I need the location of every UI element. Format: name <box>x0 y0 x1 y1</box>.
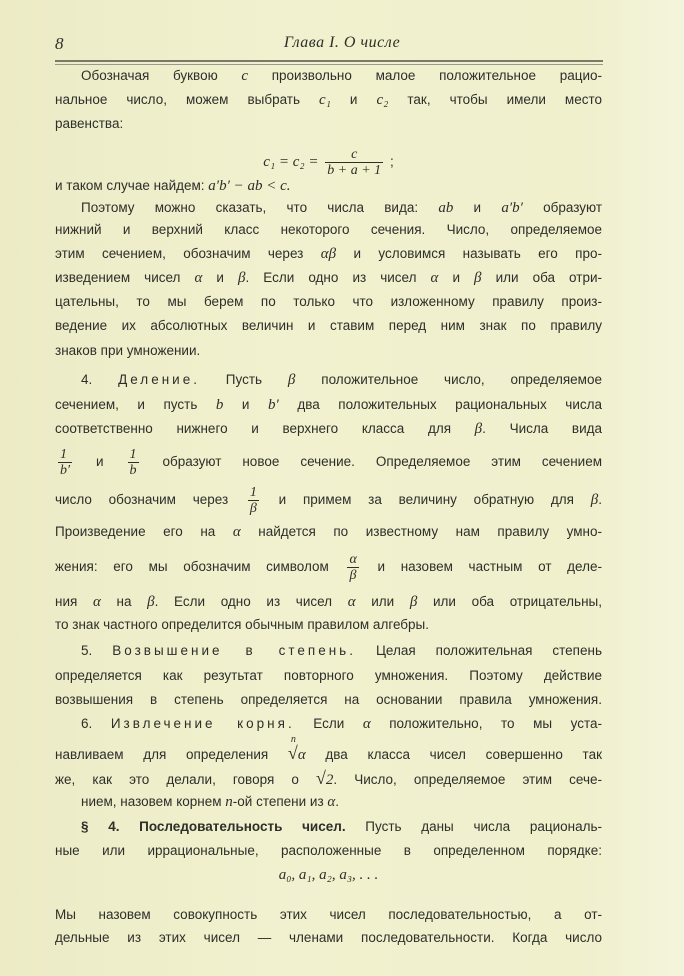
text-line <box>55 715 602 733</box>
text-run: на <box>100 594 148 609</box>
text-run: 5. <box>81 643 113 658</box>
text-run: так, чтобы имели место <box>388 92 603 107</box>
math-symbol: b <box>215 397 224 413</box>
math-symbol: α <box>194 270 203 286</box>
text-run: найдется по известному нам правилу умно- <box>240 524 602 539</box>
text-run: Поэтому можно сказать, что числа вида: <box>81 200 439 215</box>
header-rule <box>55 60 603 62</box>
text-line <box>55 906 602 924</box>
text-run: и условимся называть его про- <box>336 246 603 261</box>
math-symbol: α <box>362 716 371 732</box>
running-header: Глава I. О числе <box>283 34 401 51</box>
text-run: Пусть даны числа рациональ- <box>345 819 603 834</box>
text-line <box>55 147 602 178</box>
text-run: или <box>355 594 410 609</box>
math-symbol: β <box>238 270 246 286</box>
math-symbol: a′b′ <box>501 200 523 216</box>
text-run: два класса чисел совершенно так <box>305 747 602 762</box>
text-run: нальное число, можем выбрать <box>55 92 320 107</box>
radicand: α <box>297 747 306 763</box>
text-run: 6. <box>81 716 111 731</box>
math-symbol: a₀, a₁, a₂, a₃, . . . <box>278 867 379 883</box>
text-run: дельные из этих чисел — членами последовательности. Когда число <box>55 930 602 945</box>
text-line <box>55 616 602 634</box>
text-run: Обозначая буквою <box>81 68 242 83</box>
math-symbol: β <box>474 270 482 286</box>
math-symbol: α <box>92 594 101 610</box>
math-symbol: b′ <box>268 397 279 413</box>
denominator: b′ <box>60 463 71 478</box>
text-line <box>55 199 602 217</box>
text-run: Целая положительная степень <box>355 643 602 658</box>
text-line <box>55 842 602 860</box>
text-run: ные или иррациональные, расположенные в определенном порядке: <box>55 843 602 858</box>
text-line <box>55 642 602 660</box>
text-run: . Если одно из чисел <box>245 270 431 285</box>
fraction <box>248 485 259 516</box>
text-line <box>55 667 602 685</box>
text-line <box>55 447 602 478</box>
text-run: то знак частного определится обычным правилом алгебры. <box>55 617 429 632</box>
text-run: ; <box>386 154 394 170</box>
text-run: и <box>75 454 125 470</box>
text-line <box>55 818 602 836</box>
text-run: Мы назовем совокупность этих чисел последовательностью, а от- <box>55 907 602 922</box>
text-run: и примем за величину обратную для <box>261 492 591 508</box>
text-line <box>55 552 602 583</box>
text-run: два положительных рациональных числа <box>278 397 603 412</box>
denominator: b + a + 1 <box>327 163 382 178</box>
text-run: и таком случае найдем: <box>55 178 209 193</box>
math-symbol: β <box>287 372 296 388</box>
text-run: . Число, определяемое этим сече- <box>333 772 602 787</box>
denominator: b <box>129 463 137 478</box>
text-line <box>55 793 602 811</box>
math-symbol: ab <box>438 200 454 216</box>
math-symbol: β <box>147 594 155 610</box>
text-run: положительное число, определяемое <box>295 372 602 387</box>
denominator: β <box>347 567 358 583</box>
text-line <box>55 734 602 764</box>
text-run: образуют новое сечение. Определяемое этим сечением <box>141 454 602 470</box>
text-line <box>55 317 602 335</box>
math-symbol: β <box>474 421 483 437</box>
text-line <box>55 221 602 239</box>
text-run: число обозначим через <box>55 492 245 508</box>
math-symbol: c <box>241 68 249 84</box>
text-line <box>55 769 602 789</box>
header-rule-thin <box>55 64 603 65</box>
text-run: равенства: <box>55 116 124 131</box>
math-symbol: β <box>409 594 418 610</box>
math-symbol: α <box>327 794 336 810</box>
subsection-title: Извлечение корня. <box>110 716 295 731</box>
text-line <box>55 485 602 516</box>
numerator: 1 <box>129 447 137 462</box>
radical-sign: √ <box>287 743 298 763</box>
text-run: -ой степени из <box>232 794 328 809</box>
text-line <box>55 67 602 85</box>
text-run: и <box>453 200 502 215</box>
text-run: возвышения в степень определяется на основании правила умножения. <box>55 692 602 707</box>
text-line <box>55 593 602 611</box>
text-line <box>55 523 602 541</box>
radical-sign: √ <box>315 768 326 788</box>
numerator: 1 <box>249 485 257 500</box>
fraction <box>347 552 358 583</box>
subsection-title: Возвышение в степень. <box>112 643 356 658</box>
text-run: определяется как резутьтат повторного умножения. Поэтому действие <box>55 668 602 683</box>
math-symbol: c₁ <box>319 92 331 108</box>
denominator: β <box>248 500 259 516</box>
text-line <box>55 929 602 947</box>
text-run: Пусть <box>199 372 288 387</box>
text-run: положительно, то мы уста- <box>370 716 602 731</box>
text-run: нижний и верхний класс некоторого сечения. Число, определяемое <box>55 222 602 237</box>
text-run: Произведение его на <box>55 524 233 539</box>
numerator: 1 <box>60 447 67 462</box>
text-run: или оба отри- <box>481 270 603 285</box>
text-line <box>55 420 602 438</box>
radical <box>287 734 306 764</box>
math-symbol: n <box>225 794 233 810</box>
text-line <box>55 342 602 360</box>
radical <box>316 769 333 789</box>
text-run: и <box>223 397 269 412</box>
page-number: 8 <box>55 34 64 53</box>
text-run: и <box>202 270 238 285</box>
text-line <box>55 691 602 709</box>
numerator: c <box>351 147 358 162</box>
math-symbol: αβ <box>320 246 337 262</box>
text-run: и <box>438 270 475 285</box>
text-run: знаков при умножении. <box>55 343 201 358</box>
text-run: сечением, и пусть <box>55 397 216 412</box>
math-symbol: a′b′ − ab < c. <box>208 178 291 194</box>
root-index: n <box>290 734 296 745</box>
text-run: 4. <box>81 372 119 387</box>
text-run: этим сечением, обозначим через <box>55 246 321 261</box>
text-run: жения: его мы обозначим символом <box>55 559 345 575</box>
section-heading: § 4. Последовательность чисел. <box>81 819 346 834</box>
text-line <box>55 269 602 287</box>
text-run: нием, назовем корнем <box>81 794 226 809</box>
fraction <box>58 447 72 478</box>
text-run: произвольно малое положительное рацио- <box>248 68 602 83</box>
text-run: же, как это делали, говоря о <box>55 772 316 787</box>
text-run: . Если одно из чисел <box>154 594 348 609</box>
text-run: Если <box>294 716 363 731</box>
text-line <box>55 866 602 884</box>
radicand: 2 <box>325 772 334 788</box>
math-symbol: c₁ = c₂ = <box>263 154 323 171</box>
math-symbol: β <box>590 492 599 509</box>
text-line <box>55 293 602 311</box>
text-run: цательны, то мы берем по только что изложенному правилу произ- <box>55 294 602 309</box>
subsection-title: Деление. <box>118 372 200 387</box>
text-line <box>55 91 602 109</box>
text-line <box>55 396 602 414</box>
text-line <box>55 177 602 195</box>
text-run: соответственно нижнего и верхнего класса для <box>55 421 475 436</box>
text-run: ведение их абсолютных величин и ставим перед ним знак по правилу <box>55 318 602 333</box>
text-run: ния <box>55 594 93 609</box>
math-symbol: α <box>232 524 241 540</box>
text-line <box>55 115 602 133</box>
math-symbol: α <box>347 594 356 610</box>
text-run: и <box>330 92 377 107</box>
text-run: и назовем частным от деле- <box>361 559 602 575</box>
math-symbol: α <box>430 270 439 286</box>
text-line <box>55 245 602 263</box>
text-run: . Числа вида <box>482 421 602 436</box>
text-run: образуют <box>522 200 603 215</box>
text-run: изведением чисел <box>55 270 195 285</box>
text-run: . <box>598 492 602 508</box>
fraction <box>325 147 383 178</box>
fraction <box>128 447 139 478</box>
text-line <box>55 371 602 389</box>
math-symbol: c₂ <box>376 92 389 108</box>
numerator: α <box>349 552 357 567</box>
text-run: . <box>335 794 340 809</box>
text-run: или оба отрицательны, <box>417 594 603 609</box>
text-run: навливаем для определения <box>55 747 288 762</box>
